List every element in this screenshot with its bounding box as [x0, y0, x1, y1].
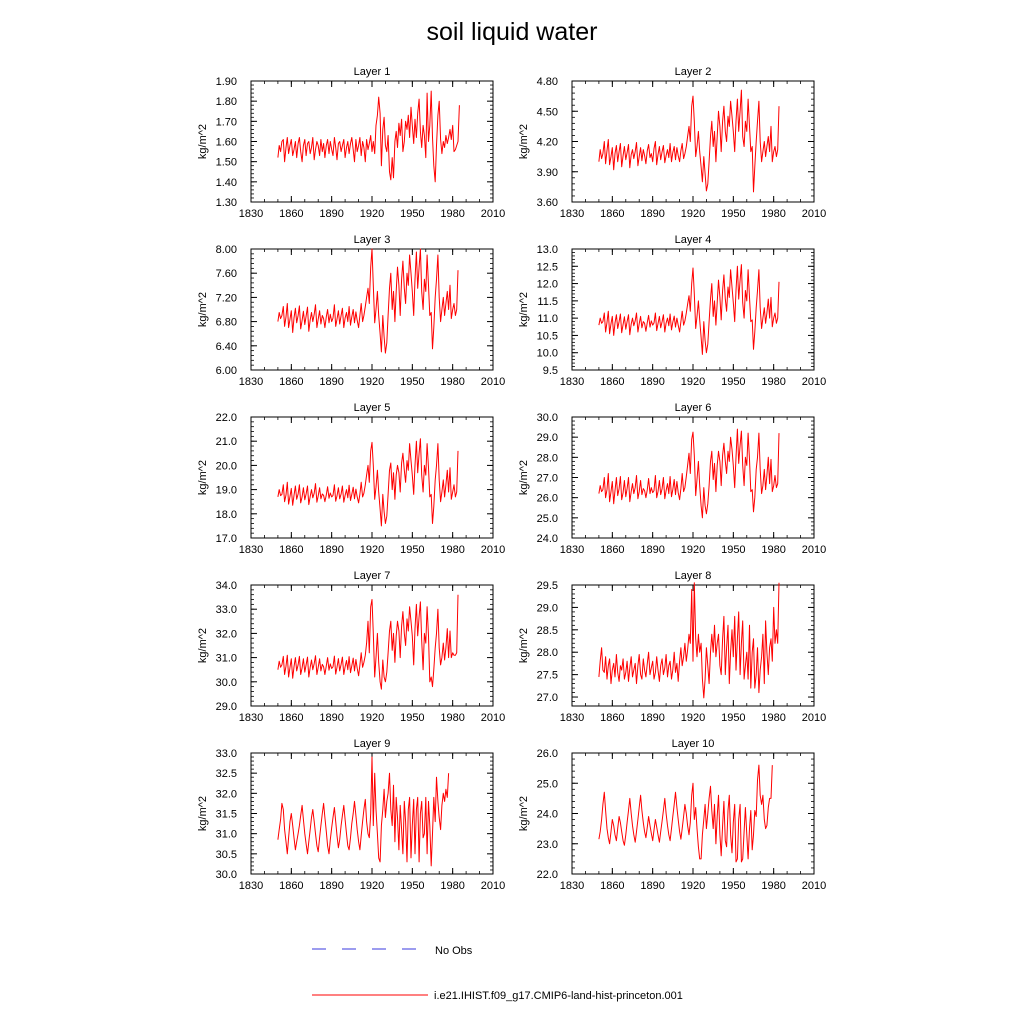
y-tick-label: 25.0 — [536, 512, 558, 525]
y-tick-label: 1.70 — [215, 116, 237, 129]
x-tick-label: 1860 — [600, 712, 625, 724]
y-tick-label: 6.40 — [215, 340, 237, 353]
chart-panel-8 — [518, 570, 826, 724]
x-tick-label: 1890 — [640, 712, 665, 724]
x-tick-label: 1860 — [279, 712, 304, 724]
x-tick-label: 1920 — [359, 712, 385, 724]
y-tick-label: 6.80 — [215, 316, 237, 329]
y-axis-label: kg/m^2 — [518, 627, 530, 664]
x-tick-label: 2010 — [480, 880, 506, 892]
chart-panel-5 — [197, 402, 505, 556]
x-tick-label: 1890 — [319, 208, 344, 220]
y-axis-label: kg/m^2 — [197, 627, 209, 664]
y-axis-label: kg/m^2 — [518, 459, 530, 496]
y-axis-label: kg/m^2 — [197, 291, 209, 328]
y-tick-label: 3.90 — [536, 166, 558, 179]
series-line — [278, 439, 458, 526]
y-tick-label: 30.0 — [536, 412, 558, 424]
series-line — [599, 583, 779, 698]
series-line — [599, 429, 779, 518]
y-tick-label: 4.50 — [536, 106, 558, 119]
x-tick-label: 1830 — [238, 712, 264, 724]
y-tick-label: 1.60 — [215, 136, 237, 149]
y-tick-label: 22.0 — [536, 869, 558, 881]
y-tick-label: 1.40 — [215, 176, 237, 189]
y-tick-label: 4.20 — [536, 136, 558, 149]
y-tick-label: 8.00 — [215, 244, 237, 256]
x-tick-label: 1890 — [640, 208, 665, 220]
y-tick-label: 27.0 — [536, 692, 558, 705]
x-tick-label: 1890 — [640, 880, 665, 892]
x-tick-label: 1860 — [600, 376, 625, 388]
x-tick-label: 1830 — [559, 544, 585, 556]
series-line — [599, 265, 779, 355]
y-tick-label: 27.0 — [536, 472, 558, 485]
y-axis-label: kg/m^2 — [197, 795, 209, 832]
y-tick-label: 29.0 — [215, 701, 237, 713]
x-tick-label: 1980 — [440, 544, 465, 556]
y-tick-label: 29.0 — [536, 602, 558, 615]
x-tick-label: 2010 — [480, 208, 506, 220]
y-tick-label: 27.5 — [536, 669, 558, 682]
y-axis-label: kg/m^2 — [518, 795, 530, 832]
x-tick-label: 1920 — [680, 544, 706, 556]
x-tick-label: 1920 — [680, 712, 706, 724]
x-tick-label: 1860 — [279, 208, 304, 220]
x-tick-label: 1860 — [600, 208, 625, 220]
x-tick-label: 1860 — [600, 880, 625, 892]
x-tick-label: 2010 — [801, 880, 827, 892]
y-tick-label: 10.5 — [536, 330, 558, 343]
y-tick-label: 28.5 — [536, 624, 558, 637]
y-tick-label: 18.0 — [215, 508, 237, 521]
y-tick-label: 7.20 — [215, 292, 237, 305]
x-tick-label: 1950 — [400, 208, 425, 220]
x-tick-label: 1980 — [761, 544, 786, 556]
y-tick-label: 32.5 — [215, 768, 237, 781]
x-tick-label: 1950 — [400, 376, 425, 388]
series-line — [278, 757, 449, 866]
x-tick-label: 2010 — [480, 712, 506, 724]
x-tick-label: 1980 — [761, 376, 786, 388]
x-tick-label: 2010 — [480, 544, 506, 556]
x-tick-label: 1890 — [640, 376, 665, 388]
chart-panel-1 — [197, 66, 505, 220]
panel-title: Layer 5 — [353, 402, 391, 414]
x-tick-label: 1950 — [400, 712, 425, 724]
chart-panel-7 — [197, 570, 505, 724]
y-tick-label: 29.0 — [536, 432, 558, 445]
chart-panel-6 — [518, 402, 826, 556]
series-line — [278, 249, 458, 353]
panel-title: Layer 4 — [674, 234, 712, 246]
x-tick-label: 1950 — [721, 376, 746, 388]
x-tick-label: 1890 — [640, 544, 665, 556]
x-tick-label: 1860 — [279, 544, 304, 556]
y-axis-label: kg/m^2 — [518, 123, 530, 160]
chart-panel-3 — [197, 234, 505, 388]
y-tick-label: 33.0 — [215, 748, 237, 760]
x-tick-label: 1920 — [359, 880, 385, 892]
x-tick-label: 1950 — [400, 880, 425, 892]
y-axis-label: kg/m^2 — [518, 291, 530, 328]
x-tick-label: 2010 — [801, 376, 827, 388]
x-tick-label: 1830 — [238, 880, 264, 892]
x-tick-label: 1980 — [761, 208, 786, 220]
y-axis-label: kg/m^2 — [197, 123, 209, 160]
series-line — [599, 90, 779, 192]
panel-title: Layer 7 — [353, 570, 391, 582]
y-tick-label: 7.60 — [215, 268, 237, 281]
y-tick-label: 21.0 — [215, 436, 237, 449]
y-tick-label: 1.80 — [215, 96, 237, 109]
x-tick-label: 1920 — [680, 376, 706, 388]
y-tick-label: 12.5 — [536, 261, 558, 274]
x-tick-label: 1890 — [319, 544, 344, 556]
x-tick-label: 1860 — [279, 880, 304, 892]
y-tick-label: 3.60 — [536, 197, 558, 209]
series-line — [278, 91, 460, 182]
y-tick-label: 1.90 — [215, 76, 237, 88]
x-tick-label: 2010 — [801, 712, 827, 724]
x-tick-label: 1830 — [559, 712, 585, 724]
x-tick-label: 1860 — [279, 376, 304, 388]
x-tick-label: 1980 — [440, 712, 465, 724]
y-tick-label: 34.0 — [215, 580, 237, 592]
y-tick-label: 23.0 — [536, 838, 558, 851]
panel-title: Layer 8 — [674, 570, 712, 582]
y-tick-label: 30.0 — [215, 869, 237, 881]
y-tick-label: 32.0 — [215, 788, 237, 801]
x-tick-label: 1980 — [440, 208, 465, 220]
x-tick-label: 1950 — [400, 544, 425, 556]
legend — [312, 945, 683, 1002]
chart-panel-4 — [518, 234, 826, 388]
panel-title: Layer 6 — [674, 402, 712, 414]
x-tick-label: 1980 — [440, 376, 465, 388]
panel-title: Layer 3 — [353, 234, 391, 246]
panel-title: Layer 2 — [674, 66, 712, 78]
chart-panel-2 — [518, 66, 826, 220]
y-axis-label: kg/m^2 — [197, 459, 209, 496]
x-tick-label: 1950 — [721, 880, 746, 892]
x-tick-label: 1890 — [319, 376, 344, 388]
x-tick-label: 1950 — [721, 712, 746, 724]
x-tick-label: 1920 — [680, 880, 706, 892]
y-tick-label: 24.0 — [536, 533, 558, 545]
x-tick-label: 1920 — [359, 376, 385, 388]
x-tick-label: 1890 — [319, 712, 344, 724]
y-tick-label: 22.0 — [215, 412, 237, 424]
figure-title: soil liquid water — [426, 18, 598, 46]
x-tick-label: 2010 — [801, 544, 827, 556]
x-tick-label: 1920 — [359, 208, 385, 220]
y-tick-label: 26.0 — [536, 492, 558, 505]
panel-title: Layer 10 — [671, 738, 715, 750]
x-tick-label: 1950 — [721, 208, 746, 220]
x-tick-label: 1890 — [319, 880, 344, 892]
x-tick-label: 1830 — [238, 208, 264, 220]
x-tick-label: 1980 — [761, 712, 786, 724]
y-tick-label: 29.5 — [536, 580, 558, 592]
x-tick-label: 1920 — [680, 208, 706, 220]
x-tick-label: 1860 — [600, 544, 625, 556]
legend-model-label: i.e21.IHIST.f09_g17.CMIP6-land-hist-princeton.001 — [434, 990, 683, 1002]
y-tick-label: 30.5 — [215, 848, 237, 861]
y-tick-label: 4.80 — [536, 76, 558, 88]
y-tick-label: 31.0 — [215, 828, 237, 841]
y-tick-label: 26.0 — [536, 748, 558, 760]
y-tick-label: 19.0 — [215, 484, 237, 497]
y-tick-label: 17.0 — [215, 533, 237, 545]
y-tick-label: 30.0 — [215, 676, 237, 689]
y-tick-label: 11.5 — [537, 295, 558, 308]
x-tick-label: 1920 — [359, 544, 385, 556]
panels — [197, 66, 826, 892]
y-tick-label: 1.50 — [215, 156, 237, 169]
x-tick-label: 2010 — [480, 376, 506, 388]
x-tick-label: 2010 — [801, 208, 827, 220]
x-tick-label: 1830 — [559, 880, 585, 892]
y-tick-label: 10.0 — [536, 347, 558, 360]
y-tick-label: 32.0 — [215, 628, 237, 641]
y-tick-label: 11.0 — [537, 313, 558, 326]
x-tick-label: 1950 — [721, 544, 746, 556]
series-line — [278, 595, 458, 689]
y-tick-label: 28.0 — [536, 452, 558, 465]
x-tick-label: 1830 — [559, 208, 585, 220]
x-tick-label: 1830 — [238, 544, 264, 556]
y-tick-label: 25.0 — [536, 778, 558, 791]
y-tick-label: 13.0 — [536, 244, 558, 256]
chart-panel-9 — [197, 738, 505, 892]
y-tick-label: 33.0 — [215, 604, 237, 617]
x-tick-label: 1980 — [440, 880, 465, 892]
y-tick-label: 31.5 — [215, 808, 237, 821]
y-tick-label: 28.0 — [536, 647, 558, 660]
panel-title: Layer 9 — [353, 738, 391, 750]
series-line — [599, 765, 772, 862]
x-tick-label: 1980 — [761, 880, 786, 892]
y-tick-label: 6.00 — [215, 365, 237, 377]
y-tick-label: 24.0 — [536, 808, 558, 821]
chart-panel-10 — [518, 738, 826, 892]
y-tick-label: 12.0 — [536, 278, 558, 291]
panel-title: Layer 1 — [353, 66, 391, 78]
y-tick-label: 31.0 — [215, 652, 237, 665]
legend-obs-label: No Obs — [435, 945, 473, 957]
plot-frame — [572, 753, 814, 874]
y-tick-label: 1.30 — [215, 197, 237, 209]
y-tick-label: 20.0 — [215, 460, 237, 473]
x-tick-label: 1830 — [559, 376, 585, 388]
y-tick-label: 9.5 — [542, 365, 558, 377]
x-tick-label: 1830 — [238, 376, 264, 388]
